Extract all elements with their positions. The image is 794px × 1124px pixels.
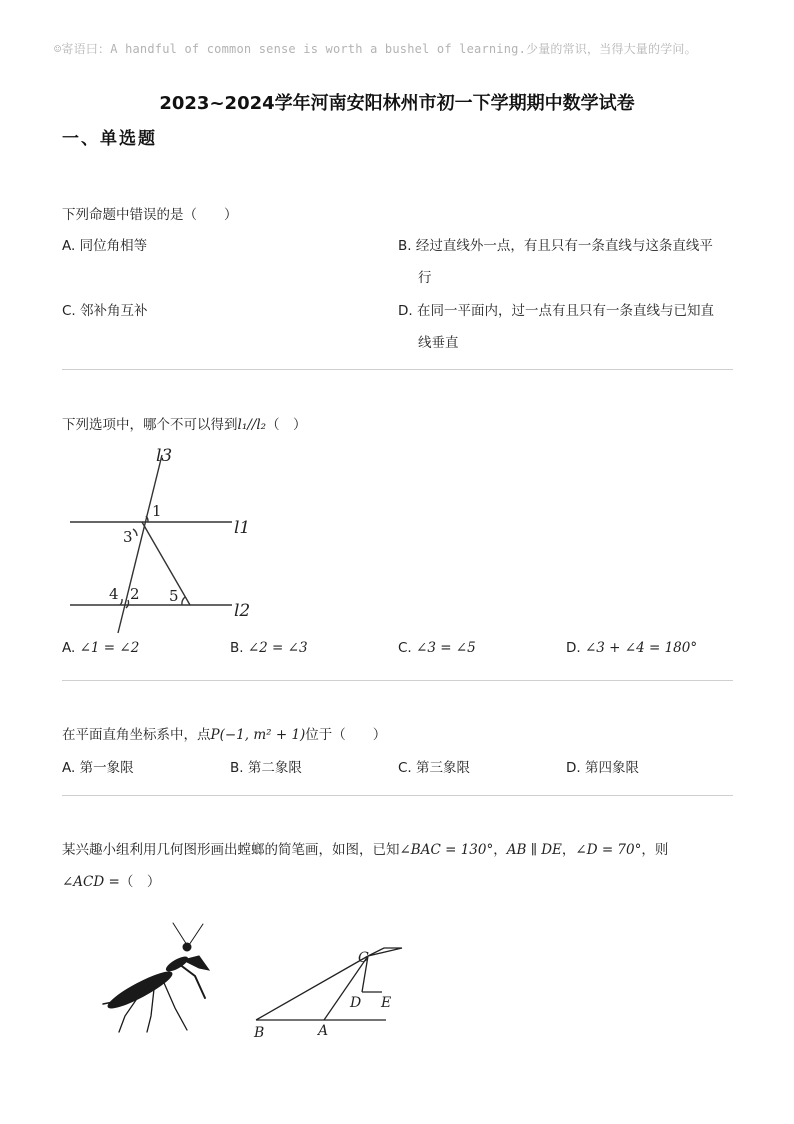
q3-stem-post: 位于（ ） <box>305 727 387 743</box>
label-B: B <box>254 1025 265 1041</box>
label-angle-4: 4 <box>109 585 119 603</box>
q2-stem-math: l₁//l₂ <box>237 417 267 433</box>
q4-stem-line2 <box>62 870 160 890</box>
q2-option-c-math: ∠3 = ∠5 <box>416 640 476 656</box>
q3-option-a[interactable]: A. 第一象限 <box>62 760 134 776</box>
q3-stem <box>62 723 386 743</box>
label-angle-2: 2 <box>130 585 140 603</box>
q2-stem <box>62 413 307 433</box>
angle-3-arc <box>133 529 137 536</box>
parallel-lines-figure <box>62 440 272 635</box>
q4-stem-math-3: ∠D = 70° <box>575 842 642 858</box>
triangle-head <box>368 948 402 956</box>
label-E: E <box>381 995 392 1011</box>
angle-figure <box>250 940 415 1045</box>
q4-stem-post: ，则 <box>641 842 669 858</box>
q2-option-b-prefix: B. <box>230 640 244 656</box>
q1-option-d-cont: 线垂直 <box>418 335 459 351</box>
mantis-thorax <box>165 955 190 974</box>
label-l2: l2 <box>234 601 251 621</box>
q4-stem-line2-post: （ ） <box>119 874 161 890</box>
divider <box>62 795 733 796</box>
label-C: C <box>358 950 369 966</box>
q3-stem-text: 在平面直角坐标系中，点 <box>62 727 211 743</box>
label-A: A <box>318 1023 329 1039</box>
mantis-leg-2 <box>161 976 187 1030</box>
label-D: D <box>350 995 362 1011</box>
mantis-antenna-2 <box>189 924 203 945</box>
q1-stem: 下列命题中错误的是（ ） <box>62 207 238 223</box>
q2-option-b[interactable] <box>230 640 308 656</box>
q2-option-d-math: ∠3 + ∠4 = 180° <box>584 640 698 656</box>
q2-option-c[interactable] <box>398 640 476 656</box>
q2-option-a-prefix: A. <box>62 640 76 656</box>
q2-option-d-prefix: D. <box>566 640 581 656</box>
q4-stem-line2-math: ∠ACD = <box>62 874 120 890</box>
label-angle-3: 3 <box>123 528 133 546</box>
q3-option-b[interactable]: B. 第二象限 <box>230 760 302 776</box>
q1-option-a[interactable]: A. 同位角相等 <box>62 238 148 254</box>
label-l3: l3 <box>156 446 173 466</box>
q4-sep-1: ， <box>493 842 507 858</box>
q3-stem-math: P(−1, m² + 1) <box>210 727 306 743</box>
q1-option-b-cont: 行 <box>418 270 432 286</box>
label-l1: l1 <box>234 518 251 538</box>
q4-stem-text: 某兴趣小组利用几何图形画出螳螂的简笔画，如图，已知 <box>62 842 400 858</box>
divider <box>62 680 733 681</box>
label-angle-5: 5 <box>169 587 179 605</box>
mantis-foreleg-2 <box>179 964 205 998</box>
angle-5-arc <box>182 597 185 605</box>
q4-stem-math-2: AB ∥ DE <box>506 842 562 858</box>
angle-4-arc <box>120 599 122 605</box>
q4-sep-2: ， <box>561 842 576 858</box>
q2-option-a-math: ∠1 = ∠2 <box>79 640 140 656</box>
header-motto: ☺寄语曰：A handful of common sense is worth a bushel of learning.少量的常识，当得大量的学问。 <box>54 42 697 56</box>
q1-option-b[interactable]: B. 经过直线外一点，有且只有一条直线与这条直线平 <box>398 238 713 254</box>
q3-option-d[interactable]: D. 第四象限 <box>566 760 639 776</box>
q3-option-c[interactable]: C. 第三象限 <box>398 760 471 776</box>
transversal-line <box>142 522 190 605</box>
q2-option-d[interactable] <box>566 640 697 656</box>
page-title: 2023~2024学年河南安阳林州市初一下学期期中数学试卷 <box>159 93 635 114</box>
mantis-image <box>95 920 225 1040</box>
divider <box>62 369 733 370</box>
section-heading: 一、单选题 <box>62 129 157 149</box>
q2-stem-text: 下列选项中，哪个不可以得到 <box>62 417 238 433</box>
q4-stem <box>62 838 668 858</box>
q1-option-c[interactable]: C. 邻补角互补 <box>62 303 148 319</box>
q2-option-b-math: ∠2 = ∠3 <box>247 640 308 656</box>
q2-option-c-prefix: C. <box>398 640 412 656</box>
q1-option-d[interactable]: D. 在同一平面内，过一点有且只有一条直线与已知直 <box>398 303 714 319</box>
mantis-abdomen <box>105 967 175 1013</box>
label-angle-1: 1 <box>152 502 162 520</box>
mantis-antenna-1 <box>173 923 187 945</box>
q2-stem-post: （ ） <box>266 417 307 433</box>
q4-stem-math-1: ∠BAC = 130° <box>399 842 494 858</box>
q2-option-a[interactable] <box>62 640 139 656</box>
